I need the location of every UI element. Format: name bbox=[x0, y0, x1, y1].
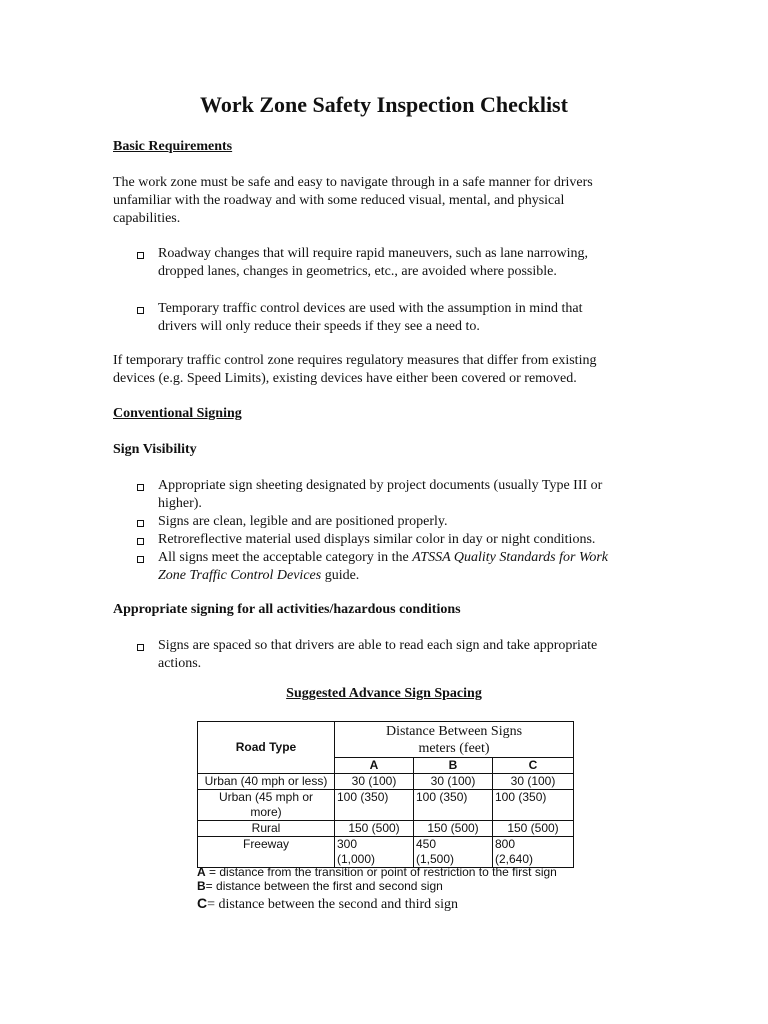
table-header-row bbox=[198, 722, 574, 758]
basic-intro-line: capabilities. bbox=[113, 211, 181, 226]
conventional-signing-heading: Conventional Signing bbox=[113, 406, 242, 421]
column-header: B bbox=[414, 758, 493, 774]
road-type-line: Urban (45 mph or bbox=[218, 790, 314, 804]
column-header: C bbox=[493, 758, 574, 774]
legend-a bbox=[197, 865, 557, 879]
item-line: Temporary traffic control devices are used with the assumption in mind that bbox=[158, 301, 583, 316]
checklist-item bbox=[137, 513, 677, 531]
legend-c bbox=[197, 895, 458, 913]
checklist-item bbox=[137, 531, 677, 549]
value-cell: 150 (500) bbox=[414, 821, 493, 837]
legend-key: B bbox=[197, 879, 206, 893]
checkbox-bullet-icon bbox=[137, 556, 144, 563]
hazard-heading: Appropriate signing for all activities/hazardous conditions bbox=[113, 602, 461, 617]
sign-visibility-heading: Sign Visibility bbox=[113, 442, 197, 457]
column-header: A bbox=[335, 758, 414, 774]
table-row bbox=[198, 790, 574, 821]
value-line: (2,640) bbox=[495, 852, 534, 866]
value-line: (1,500) bbox=[416, 852, 455, 866]
value-line: (1,000) bbox=[337, 852, 376, 866]
item-line: Signs are clean, legible and are positioned properly. bbox=[158, 514, 448, 529]
item-line: Roadway changes that will require rapid maneuvers, such as lane narrowing, bbox=[158, 246, 588, 261]
checkbox-bullet-icon bbox=[137, 538, 144, 545]
legend-key: C bbox=[197, 895, 208, 911]
checkbox-bullet-icon bbox=[137, 484, 144, 491]
visibility-checklist bbox=[137, 477, 677, 585]
road-type-cell: Rural bbox=[198, 821, 335, 837]
legend-key: A bbox=[197, 865, 206, 879]
value-cell: 150 (500) bbox=[493, 821, 574, 837]
atssa-reference-link-cont[interactable]: Zone Traffic Control Devices bbox=[158, 568, 322, 583]
road-type-cell: Freeway bbox=[198, 837, 335, 868]
hazard-checklist-item bbox=[137, 637, 657, 673]
table-caption: Suggested Advance Sign Spacing bbox=[286, 686, 482, 701]
item-line bbox=[158, 567, 677, 585]
checkbox-bullet-icon bbox=[137, 252, 144, 259]
basic-intro-line: The work zone must be safe and easy to navigate through in a safe manner for drivers bbox=[113, 175, 593, 190]
regulatory-line: devices (e.g. Speed Limits), existing devices have either been covered or removed. bbox=[113, 371, 577, 386]
item-line: dropped lanes, changes in geometrics, etc., are avoided where possible. bbox=[158, 264, 557, 279]
item-text: guide. bbox=[321, 568, 360, 583]
table-row bbox=[198, 774, 574, 790]
value-line: 800 bbox=[495, 837, 516, 851]
value-cell bbox=[335, 837, 414, 868]
checklist-item bbox=[137, 477, 677, 513]
value-cell: 30 (100) bbox=[493, 774, 574, 790]
checkbox-bullet-icon bbox=[137, 644, 144, 651]
road-type-line: more) bbox=[250, 805, 282, 819]
item-line: Appropriate sign sheeting designated by project documents (usually Type III or bbox=[158, 478, 603, 493]
distance-header-line: meters (feet) bbox=[418, 741, 490, 756]
basic-requirements-heading: Basic Requirements bbox=[113, 139, 233, 154]
road-type-cell bbox=[198, 790, 335, 821]
legend-text: = distance between the first and second sign bbox=[205, 879, 443, 893]
table-row bbox=[198, 837, 574, 868]
value-cell: 100 (350) bbox=[414, 790, 493, 821]
page-title: Work Zone Safety Inspection Checklist bbox=[200, 92, 568, 117]
value-cell: 30 (100) bbox=[414, 774, 493, 790]
value-line: 300 bbox=[337, 837, 358, 851]
value-cell: 100 (350) bbox=[493, 790, 574, 821]
basic-checklist-item bbox=[137, 245, 657, 281]
item-line: Retroreflective material used displays similar color in day or night conditions. bbox=[158, 532, 596, 547]
legend-b bbox=[197, 879, 443, 893]
distance-header-line: Distance Between Signs bbox=[385, 724, 523, 739]
regulatory-line: If temporary traffic control zone requires regulatory measures that differ from existing bbox=[113, 353, 597, 368]
regulatory-paragraph bbox=[113, 352, 596, 388]
checkbox-bullet-icon bbox=[137, 520, 144, 527]
item-line: actions. bbox=[158, 656, 202, 671]
table-row bbox=[198, 821, 574, 837]
value-cell: 100 (350) bbox=[335, 790, 414, 821]
sign-spacing-table bbox=[197, 721, 574, 868]
value-line: 450 bbox=[416, 837, 437, 851]
distance-header bbox=[335, 722, 574, 758]
item-line: drivers will only reduce their speeds if they see a need to. bbox=[158, 319, 480, 334]
value-cell: 150 (500) bbox=[335, 821, 414, 837]
item-line bbox=[158, 549, 677, 567]
checkbox-bullet-icon bbox=[137, 307, 144, 314]
atssa-reference-link[interactable]: ATSSA Quality Standards for Work bbox=[412, 550, 609, 565]
road-type-header: Road Type bbox=[198, 722, 335, 774]
legend-text: = distance from the transition or point of restriction to the first sign bbox=[205, 865, 557, 879]
basic-checklist-item bbox=[137, 300, 657, 336]
value-cell: 30 (100) bbox=[335, 774, 414, 790]
road-type-cell: Urban (40 mph or less) bbox=[198, 774, 335, 790]
checklist-item bbox=[137, 549, 677, 585]
basic-intro-paragraph bbox=[113, 174, 593, 228]
legend-text: = distance between the second and third sign bbox=[207, 897, 459, 912]
item-text: All signs meet the acceptable category in the bbox=[158, 550, 413, 565]
item-line: higher). bbox=[158, 496, 202, 511]
item-line: Signs are spaced so that drivers are able to read each sign and take appropriate bbox=[158, 638, 598, 653]
value-cell bbox=[414, 837, 493, 868]
value-cell bbox=[493, 837, 574, 868]
basic-intro-line: unfamiliar with the roadway and with some reduced visual, mental, and physical bbox=[113, 193, 565, 208]
